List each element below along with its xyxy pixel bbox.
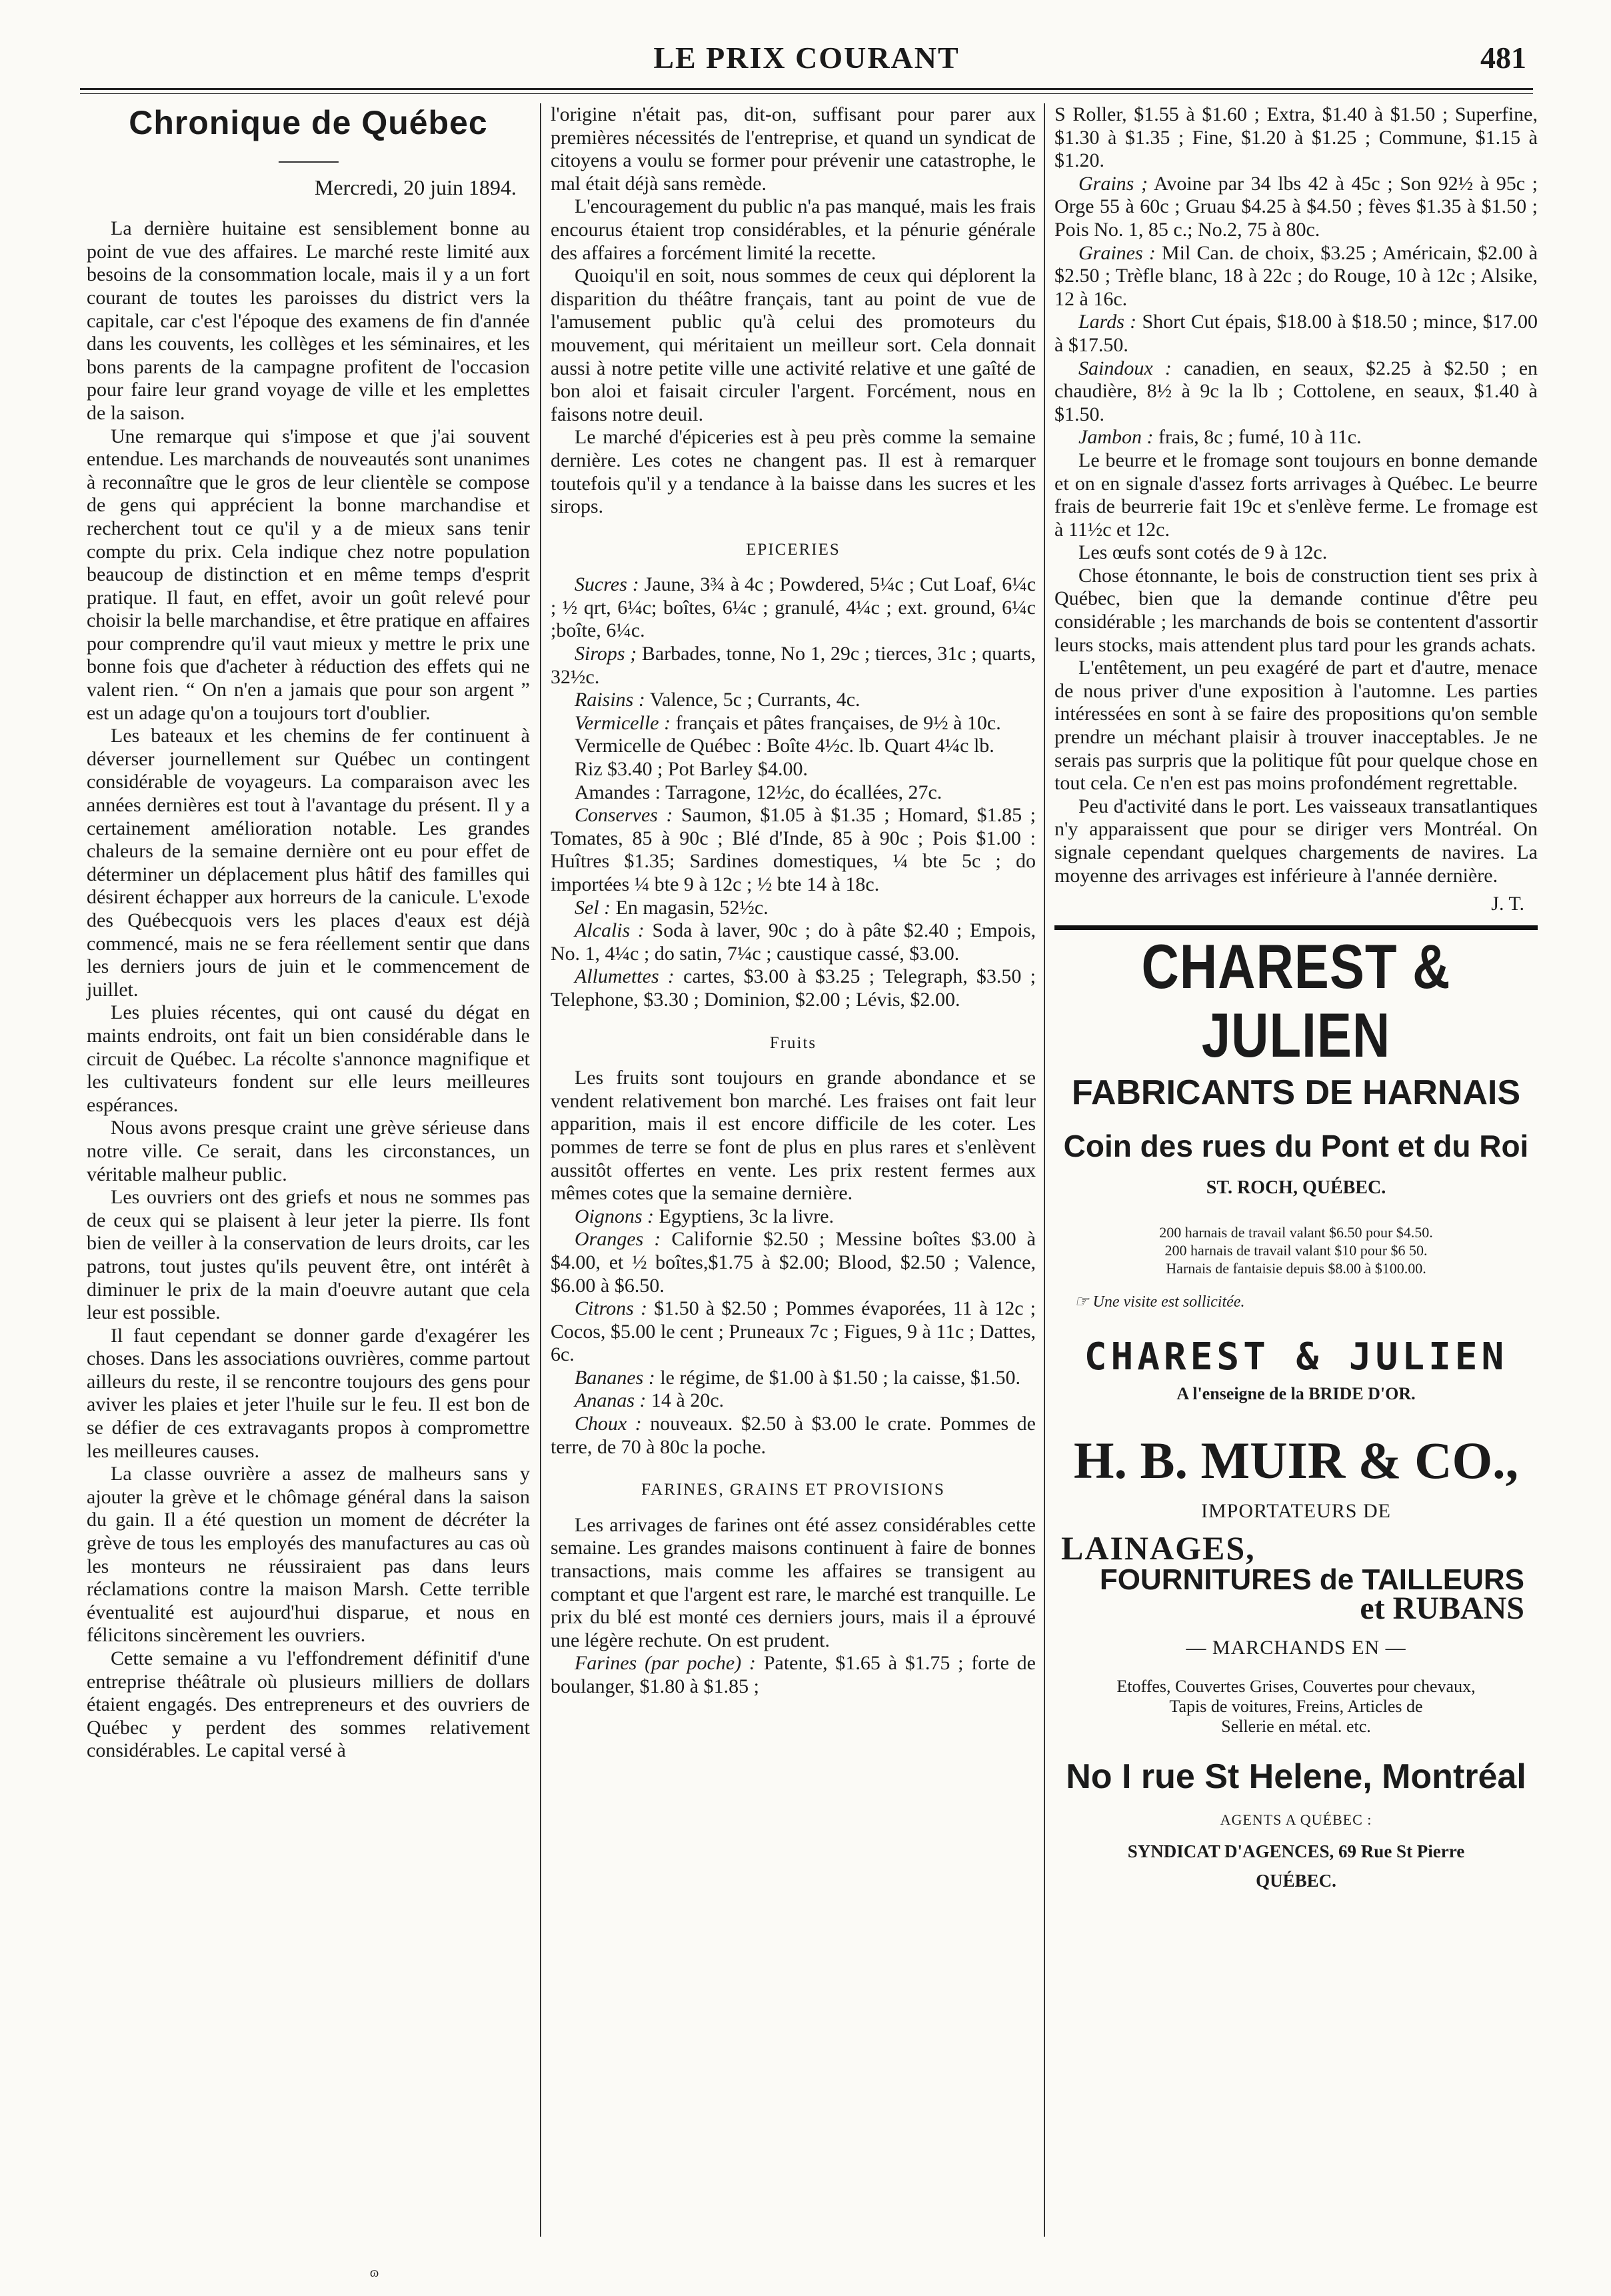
ad-merchants-heading: — MARCHANDS EN — xyxy=(1186,1636,1406,1659)
price-label: Vermicelle : xyxy=(575,711,671,734)
section-heading-farines: FARINES, GRAINS ET PROVISIONS xyxy=(641,1481,945,1499)
ad-tagline: FABRICANTS DE HARNAIS xyxy=(1071,1073,1521,1112)
price-entry xyxy=(551,758,1036,781)
header-rule-thin xyxy=(80,93,1533,94)
price-label: Ananas : xyxy=(575,1389,647,1412)
ad-price-list xyxy=(1054,1223,1538,1277)
price-entry xyxy=(551,1228,1036,1297)
price-label: Allumettes : xyxy=(575,965,675,988)
price-entry xyxy=(551,712,1036,735)
price-label: Lards : xyxy=(1078,311,1137,333)
price-text: canadien, en seaux, $2.25 à $2.50 ; en chaudière, 8½ à 9c la lb ; Cottolene, en seaux, $1.40 à $1.50. xyxy=(1054,357,1538,425)
footer-mark: ɷ xyxy=(370,2265,379,2280)
price-text: Vermicelle de Québec : Boîte 4½c. lb. Quart 4¼c lb. xyxy=(575,735,994,757)
price-label: Oranges : xyxy=(575,1228,661,1251)
price-entry xyxy=(551,1297,1036,1367)
price-text: Egyptiens, 3c la livre. xyxy=(659,1205,834,1227)
price-text: 14 à 20c. xyxy=(651,1389,725,1412)
ad-price-line: Harnais de fantaisie depuis $8.00 à $100.00. xyxy=(1166,1260,1426,1277)
price-label: Alcalis : xyxy=(575,919,645,942)
price-label: Oignons : xyxy=(575,1205,655,1227)
price-entry xyxy=(1054,426,1538,449)
paragraph: l'origine n'était pas, dit-on, suffisant pour parer aux premières nécessités de l'entreprise, et quand un syndicat de citoyens a voulu se former pour prévenir une catastrophe, le mal était déjà sans remède. xyxy=(551,103,1036,195)
ad-product-supplies: FOURNITURES de TAILLEURS xyxy=(1099,1563,1524,1597)
paragraph: Les pluies récentes, qui ont causé du dégat en maints endroits, ont fait un bien considérable dans le circuit de Québec. La récolte s'annonce magnifique et les cultivateurs fondent sur elle leurs meilleures espérances. xyxy=(87,1001,530,1116)
paragraph: Peu d'activité dans le port. Les vaisseaux transatlantiques n'y apparaissent que pour se diriger vers Montréal. On signale cependant quelques chargements de navires. La moyenne des arrivages est inférieure à l'année dernière. xyxy=(1054,795,1538,887)
paragraph: La dernière huitaine est sensiblement bonne au point de vue des affaires. Le marché reste limité aux besoins de la consommation locale, mais il y a un fort courant de toutes les paroisses du district vers la capitale, car c'est l'époque des examens de fin d'année dans les couvents, les collèges et les séminaires, et les bons parents de la campagne profitent de l'occasion pour faire leur grand voyage de ville et les emplettes de la saison. xyxy=(87,217,530,424)
price-entry xyxy=(551,919,1036,965)
paragraph: Les bateaux et les chemins de fer continuent à déverser journellement sur Québec un contingent considérable de voyageurs. La comparaison avec les années dernières est tout à l'avantage du présent. Il y a certainement amélioration notable. Les grandes chaleurs de la semaine dernière ont eu pour effet de déterminer un déplacement plus hâtif des familles qui désirent échapper aux horreurs de la canicule. L'exode des Québecquois vers les places d'eaux est déjà commencé, mais ne se fera réellement sentir que dans les derniers jours de juin et le commencement de juillet. xyxy=(87,725,530,1001)
price-entry xyxy=(551,643,1036,689)
ad-agent-city: QUÉBEC. xyxy=(1256,1871,1336,1891)
price-text: Californie $2.50 ; Messine boîtes $3.00 à $4.00, et ½ boîtes,$1.75 à $2.00; Blood, $2.50 ; Valence, $6.00 à $6.50. xyxy=(551,1228,1036,1297)
price-text: Jaune, 3¾ à 4c ; Powdered, 5¼c ; Cut Loaf, 6¼c ; ½ qrt, 6¼c; boîtes, 6¼c ; granulé, 4¼c ; ext. ground, 6¼c ;boîte, 6¼c. xyxy=(551,573,1036,642)
paragraph: Le marché d'épiceries est à peu près comme la semaine dernière. Les cotes ne changent pas. Il est à remarquer toutefois qu'il y a tendance à la baisse dans les sucres et les sirops. xyxy=(551,426,1036,518)
price-text: Soda à laver, 90c ; do à pâte $2.40 ; Empois, No. 1, 4¼c ; do satin, 7¼c ; caustique cassé, $3.00. xyxy=(551,919,1036,965)
ad-price-line: 200 harnais de travail valant $10 pour $6 50. xyxy=(1164,1242,1428,1259)
price-entry xyxy=(1054,173,1538,242)
ad-price-line: 200 harnais de travail valant $6.50 pour $4.50. xyxy=(1159,1224,1433,1241)
paragraph: Il faut cependant se donner garde d'exagérer les choses. Dans les associations ouvrières, comme partout ailleurs du reste, il se rencontre toujours des gens pour aviver les plaies et jeter l'huile sur le feu. Il est bon de se défier de ces extravagants propos à compromettre les meilleures causes. xyxy=(87,1324,530,1462)
ad-importers: IMPORTATEURS DE xyxy=(1201,1500,1391,1523)
price-text: nouveaux. $2.50 à $3.00 le crate. Pommes de terre, de 70 à 80c la poche. xyxy=(551,1413,1036,1458)
price-entry xyxy=(551,1205,1036,1229)
price-text: cartes, $3.00 à $3.25 ; Telegraph, $3.50 ; Telephone, $3.30 ; Dominion, $2.00 ; Lévis, $2.00. xyxy=(551,965,1036,1011)
price-entry xyxy=(1054,357,1538,427)
paragraph: Chose étonnante, le bois de construction tient ses prix à Québec, bien que la demande continue d'être peu considérable ; les marchands de bois se contentent d'assortir leurs stocks, mais attendent plus tard pour les grands achats. xyxy=(1054,564,1538,656)
header-rule xyxy=(80,88,1533,90)
section-heading-fruits: Fruits xyxy=(769,1033,817,1052)
paragraph: Les fruits sont toujours en grande abondance et se vendent relativement bon marché. Les fraises ont fait leur apparition, mais il est encore difficile de les coter. Les pommes de terre se font de plus en plus rares et s'enlèvent aussitôt offertes en vente. Les prix restent fermes aux mêmes cotes que la semaine dernière. xyxy=(551,1067,1036,1205)
column-2 xyxy=(551,103,1036,1699)
price-entry xyxy=(551,689,1036,712)
paragraph: Les œufs sont cotés de 9 à 12c. xyxy=(1078,541,1328,564)
price-label: Jambon : xyxy=(1078,426,1154,449)
price-entry xyxy=(1054,311,1538,357)
price-entry xyxy=(551,804,1036,896)
ad-agents-heading: AGENTS A QUÉBEC : xyxy=(1220,1811,1372,1829)
ad-goods-list xyxy=(1054,1677,1538,1737)
price-text: le régime, de $1.00 à $1.50 ; la caisse, $1.50. xyxy=(660,1366,1021,1389)
price-text: français et pâtes françaises, de 9½ à 10c. xyxy=(675,711,1001,734)
price-entry xyxy=(551,735,1036,758)
paragraph: Quoiqu'il en soit, nous sommes de ceux qui déplorent la disparition du théâtre français, tant au point de vue de l'amusement public qu'à celui des promoteurs du mouvement, qui méritaient un meilleur sort. Cela donnait aussi à notre petite ville une activité relative et une gaîté de bon aloi et faisait circuler l'argent. Forcément, nous en faisons notre deuil. xyxy=(551,265,1036,425)
price-label: Conserves : xyxy=(575,804,673,827)
price-text: Barbades, tonne, No 1, 29c ; tierces, 31c ; quarts, 32½c. xyxy=(551,643,1036,688)
advertisement-charest-julien xyxy=(1054,931,1538,1405)
price-entry: S Roller, $1.55 à $1.60 ; Extra, $1.40 à $1.50 ; Superfine, $1.30 à $1.35 ; Fine, $1.20 à $1.25 ; Commune, $1.15 à $1.20. xyxy=(1054,103,1538,172)
ad-goods-line: Sellerie en métal. etc. xyxy=(1221,1717,1371,1737)
price-text: Saumon, $1.05 à $1.35 ; Homard, $1.85 ; Tomates, 85 à 90c ; Blé d'Inde, 85 à 90c ; Pois $1.00 : Huîtres $1.35; Sardines domestiques, ¼ bte 5c ; do importées ¼ bte 9 à 12c ; ½ bte 14 à 18c. xyxy=(551,804,1036,895)
dateline: Mercredi, 20 juin 1894. xyxy=(314,175,517,199)
paragraph: Nous avons presque craint une grève sérieuse dans notre ville. Ce serait, dans les circonstances, un véritable malheur public. xyxy=(87,1117,530,1185)
advertisement-muir xyxy=(1054,1432,1538,1893)
section-heading-epiceries: EPICERIES xyxy=(746,540,840,559)
price-label: Graines : xyxy=(1078,241,1156,264)
running-title: LE PRIX COURANT xyxy=(653,41,960,75)
price-label: Choux : xyxy=(575,1413,642,1435)
price-text: En magasin, 52½c. xyxy=(615,896,769,919)
price-text: Amandes : Tarragone, 12½c, do écallées, 27c. xyxy=(575,781,942,803)
ad-address: Coin des rues du Pont et du Roi xyxy=(1063,1128,1529,1163)
ad-agent-address: SYNDICAT D'AGENCES, 69 Rue St Pierre xyxy=(1127,1841,1465,1861)
price-label: Farines (par poche) : xyxy=(575,1652,756,1675)
paragraph: Cette semaine a vu l'effondrement définitif d'une entreprise théâtrale où plusieurs milliers de dollars étaient engagés. Des entrepreneurs et des ouvriers de Québec y perdent des sommes relativement considérables. Le capital versé à xyxy=(87,1647,530,1762)
ad-shop-sign: A l'enseigne de la BRIDE D'OR. xyxy=(1176,1383,1416,1403)
price-entry xyxy=(551,1389,1036,1413)
price-label: Sel : xyxy=(575,896,611,919)
price-label: Grains ; xyxy=(1078,172,1148,195)
paragraph: Le beurre et le fromage sont toujours en bonne demande et on en signale d'assez forts arrivages à Québec. Le beurre frais de beurrerie fait 19c et s'enlève ferme. Le fromage est à 11½c et 12c. xyxy=(1054,449,1538,541)
column-divider xyxy=(1044,103,1045,2237)
ad-visit-note: ☞ Une visite est sollicitée. xyxy=(1074,1293,1245,1311)
paragraph: L'entêtement, un peu exagéré de part et d'autre, menace de nous priver d'une exposition à l'automne. Les parties intéressées en sont à se faire des propositions qu'on semble prendre un méchant plaisir à trouver inacceptables. Je ne serais pas surpris que la politique fût pour quelque chose en tout cela. Ce n'en est pas moins profondément regrettable. xyxy=(1054,657,1538,795)
ad-address: No I rue St Helene, Montréal xyxy=(1066,1757,1526,1797)
price-entry xyxy=(551,1413,1036,1459)
paragraph: La classe ouvrière a assez de malheurs sans y ajouter la grève et le chômage général dans la saison du gain. Il a été question un moment de décréter la grève de tous les employés des manufactures au cas où les monteurs ne réussiraient pas dans leurs réclamations contre la maison Marsh. Cette terrible éventualité est aujourd'hui disparue, et nous en félicitons sincèrement les ouvriers. xyxy=(87,1463,530,1647)
price-text: Valence, 5c ; Currants, 4c. xyxy=(649,689,860,711)
price-label: Citrons : xyxy=(575,1297,648,1320)
price-text: Mil Can. de choix, $3.25 ; Américain, $2.00 à $2.50 ; Trèfle blanc, 18 à 22c ; do Rouge, 10 à 12c ; Alsike, 12 à 16c. xyxy=(1054,241,1538,310)
price-label: Sucres : xyxy=(575,573,639,596)
author-signature: J. T. xyxy=(1491,893,1524,915)
ad-product-ribbons: et RUBANS xyxy=(1360,1590,1524,1626)
price-entry xyxy=(551,1367,1036,1390)
article-title: Chronique de Québec xyxy=(129,104,488,141)
ad-company-name: H. B. MUIR & CO., xyxy=(1073,1431,1519,1490)
page-number: 481 xyxy=(1480,41,1526,75)
price-label: Saindoux : xyxy=(1078,357,1172,379)
price-label: Sirops ; xyxy=(575,643,637,665)
paragraph: L'encouragement du public n'a pas manqué, mais les frais encourus étaient trop considérables, et la pénurie générale des affaires a forcément limité la recette. xyxy=(551,195,1036,264)
ad-product-wool: LAINAGES, xyxy=(1061,1529,1256,1567)
title-rule xyxy=(279,161,339,163)
price-entry xyxy=(1054,242,1538,311)
ad-goods-line: Tapis de voitures, Freins, Articles de xyxy=(1169,1697,1423,1717)
paragraph: Les ouvriers ont des griefs et nous ne sommes pas de ceux qui se plaisent à leur jeter la pierre. Ils font bien de veiller à la conservation de leurs droits, car les patrons, tout justes qu'ils peuvent être, ont intérêt à diminuer le prix de la main d'oeuvre autant que cela leur est possible. xyxy=(87,1186,530,1324)
price-text: $1.50 à $2.50 ; Pommes évaporées, 11 à 12c ; Cocos, $5.00 le cent ; Pruneaux 7c ; Figues, 9 à 11c ; Dattes, 6c. xyxy=(551,1297,1036,1366)
price-entry xyxy=(551,897,1036,920)
ad-city: ST. ROCH, QUÉBEC. xyxy=(1206,1177,1386,1198)
column-1 xyxy=(87,103,530,1763)
ad-goods-line: Etoffes, Couvertes Grises, Couvertes pour chevaux, xyxy=(1116,1677,1476,1697)
ad-separator xyxy=(1054,925,1538,930)
column-divider xyxy=(540,103,541,2237)
price-text: Avoine par 34 lbs 42 à 45c ; Son 92½ à 95c ; Orge 55 à 60c ; Gruau $4.25 à $4.50 ; fèves $1.35 à $1.50 ; Pois No. 1, 85 c.; No.2, 75 à 80c. xyxy=(1054,172,1538,241)
ad-company-name: CHAREST & JULIEN xyxy=(1141,931,1451,1071)
price-text: Patente, $1.65 à $1.75 ; forte de boulanger, $1.80 à $1.85 ; xyxy=(551,1652,1036,1697)
column-3 xyxy=(1054,103,1538,1893)
price-entry xyxy=(551,965,1036,1011)
paragraph: Une remarque qui s'impose et que j'ai souvent entendue. Les marchands de nouveautés sont unanimes à reconnaître que le gros de leur clientèle se compose de gens qui apprécient la bonne marchandise et recherchent tout ce qu'il y a de mieux sans tenir compte du prix. Cela indique chez notre population beaucoup de distinction et en même temps d'esprit pratique. Il faut, en effet, avoir un goût relevé pour choisir la belle marchandise, et être pratique en affaires pour comprendre qu'il vaut mieux y mettre le prix une bonne fois que d'acheter à réduction des effets qui ne valent rien. “ On n'en a jamais que pour son argent ” est un adage qu'on a toujours tort d'oublier. xyxy=(87,425,530,724)
price-entry xyxy=(551,1652,1036,1698)
price-text: Riz $3.40 ; Pot Barley $4.00. xyxy=(575,758,808,781)
price-label: Raisins : xyxy=(575,689,645,711)
ad-company-name-repeat: CHAREST & JULIEN xyxy=(1084,1335,1508,1379)
page-header xyxy=(80,40,1533,80)
price-entry xyxy=(551,781,1036,805)
price-entry xyxy=(551,573,1036,643)
price-label: Bananes : xyxy=(575,1366,655,1389)
price-text: frais, 8c ; fumé, 10 à 11c. xyxy=(1158,426,1362,449)
price-text: Short Cut épais, $18.00 à $18.50 ; mince, $17.00 à $17.50. xyxy=(1054,311,1538,356)
paragraph: Les arrivages de farines ont été assez considérables cette semaine. Les grandes maisons continuent à faire de bonnes transactions, mais comme les affaires se transigent au comptant et que l'argent est rare, le marché est tranquille. Le prix du blé est monté ces derniers jours, mais il a éprouvé une légère rechute. On est prudent. xyxy=(551,1513,1036,1651)
